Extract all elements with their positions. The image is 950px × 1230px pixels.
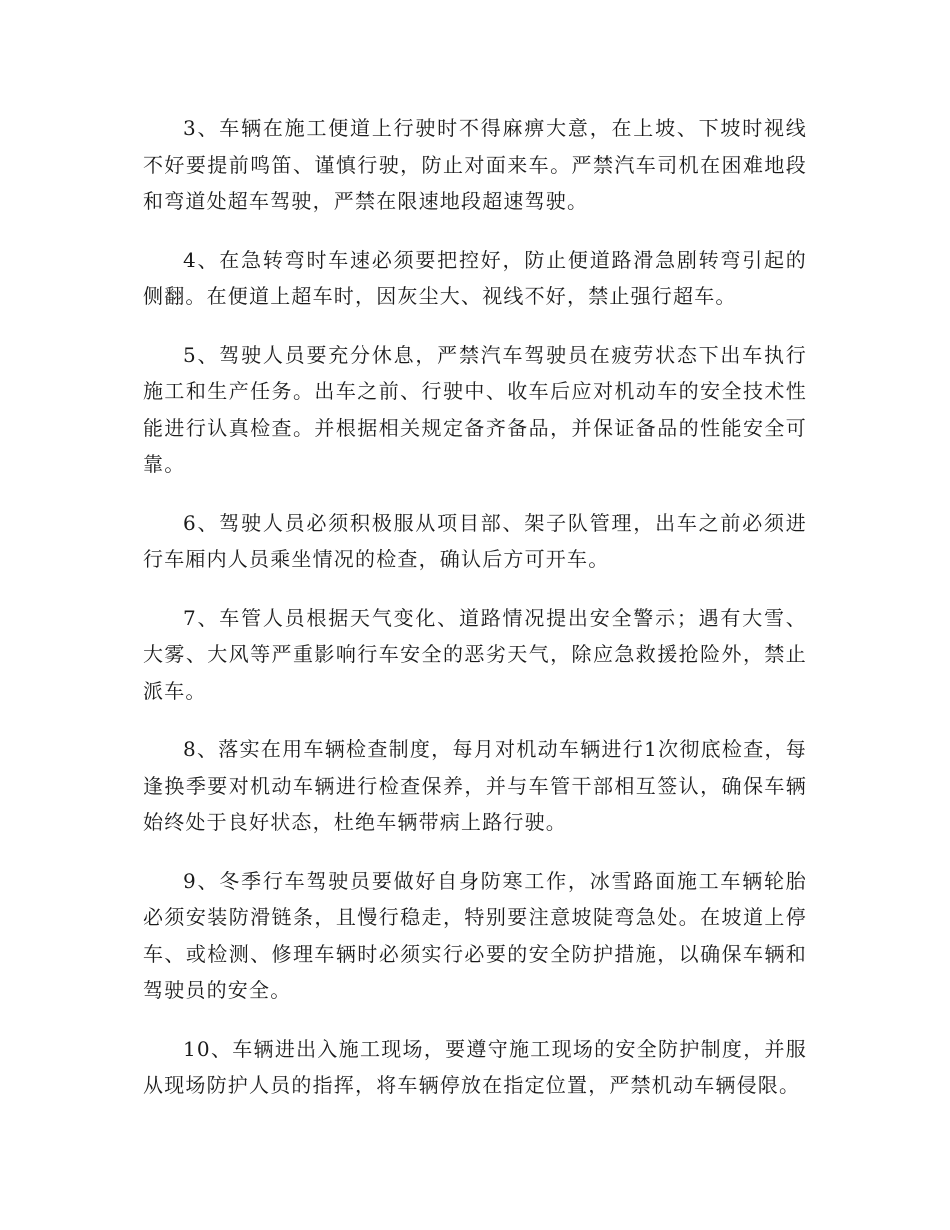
document-body (143, 110, 807, 1126)
paragraph-item-4: 4、在急转弯时车速必须要把控好，防止便道路滑急剧转弯引起的侧翻。在便道上超车时，因灰尘大、视线不好，禁止强行超车。 (143, 247, 807, 308)
paragraph-item-10: 10、车辆进出入施工现场，要遵守施工现场的安全防护制度，并服从现场防护人员的指挥，将车辆停放在指定位置，严禁机动车辆侵限。 (143, 1036, 807, 1097)
paragraph-item-8: 8、落实在用车辆检查制度，每月对机动车辆进行1次彻底检查，每逢换季要对机动车辆进行检查保养，并与车管干部相互签认，确保车辆始终处于良好状态，杜绝车辆带病上路行驶。 (143, 737, 807, 834)
paragraph-item-9: 9、冬季行车驾驶员要做好自身防寒工作，冰雪路面施工车辆轮胎必须安装防滑链条，且慢行稳走，特别要注意坡陡弯急处。在坡道上停车、或检测、修理车辆时必须实行必要的安全防护措施，以确保车辆和驾驶员的安全。 (143, 868, 807, 1002)
paragraph-item-5: 5、驾驶人员要充分休息，严禁汽车驾驶员在疲劳状态下出车执行施工和生产任务。出车之前、行驶中、收车后应对机动车的安全技术性能进行认真检查。并根据相关规定备齐备品，并保证备品的性能安全可靠。 (143, 342, 807, 476)
paragraph-item-6: 6、驾驶人员必须积极服从项目部、架子队管理，出车之前必须进行车厢内人员乘坐情况的检查，确认后方可开车。 (143, 510, 807, 571)
paragraph-item-3: 3、车辆在施工便道上行驶时不得麻痹大意，在上坡、下坡时视线不好要提前鸣笛、谨慎行驶，防止对面来车。严禁汽车司机在困难地段和弯道处超车驾驶，严禁在限速地段超速驾驶。 (143, 116, 807, 213)
paragraph-item-7: 7、车管人员根据天气变化、道路情况提出安全警示；遇有大雪、大雾、大风等严重影响行车安全的恶劣天气，除应急救援抢险外，禁止派车。 (143, 605, 807, 703)
